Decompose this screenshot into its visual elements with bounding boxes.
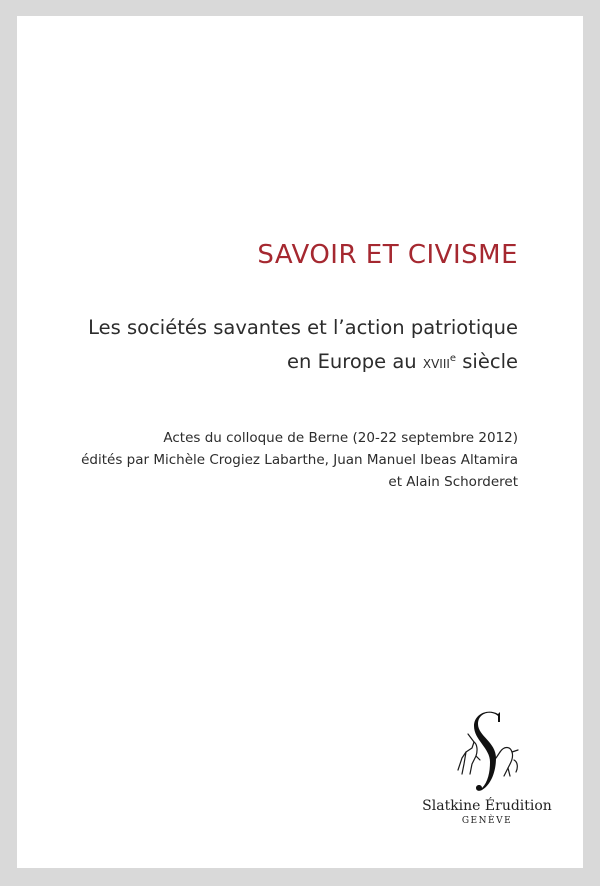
subtitle-line-2 bbox=[88, 343, 518, 379]
publisher-name: Slatkine Érudition bbox=[422, 798, 552, 814]
proceedings-credits bbox=[81, 427, 518, 493]
subtitle-line-2-start: en Europe au bbox=[287, 350, 423, 373]
century-numeral bbox=[423, 353, 456, 373]
publisher-block bbox=[392, 708, 582, 826]
proceedings-line-3: et Alain Schorderet bbox=[388, 474, 518, 490]
publisher-city: GENÈVE bbox=[461, 816, 513, 826]
century-superscript: e bbox=[449, 353, 457, 364]
subtitle-line-2-end: siècle bbox=[456, 350, 518, 373]
century-roman: xviii bbox=[422, 353, 450, 373]
slatkine-logo-icon bbox=[452, 708, 522, 798]
book-title: SAVOIR ET CIVISME bbox=[257, 240, 518, 270]
subtitle-line-1: Les sociétés savantes et l’action patriotique bbox=[88, 316, 518, 339]
book-cover bbox=[17, 16, 583, 868]
proceedings-line-2: édités par Michèle Crogiez Labarthe, Juan Manuel Ibeas Altamira bbox=[81, 452, 518, 468]
book-subtitle bbox=[88, 312, 518, 379]
proceedings-line-1: Actes du colloque de Berne (20-22 septembre 2012) bbox=[163, 430, 518, 446]
